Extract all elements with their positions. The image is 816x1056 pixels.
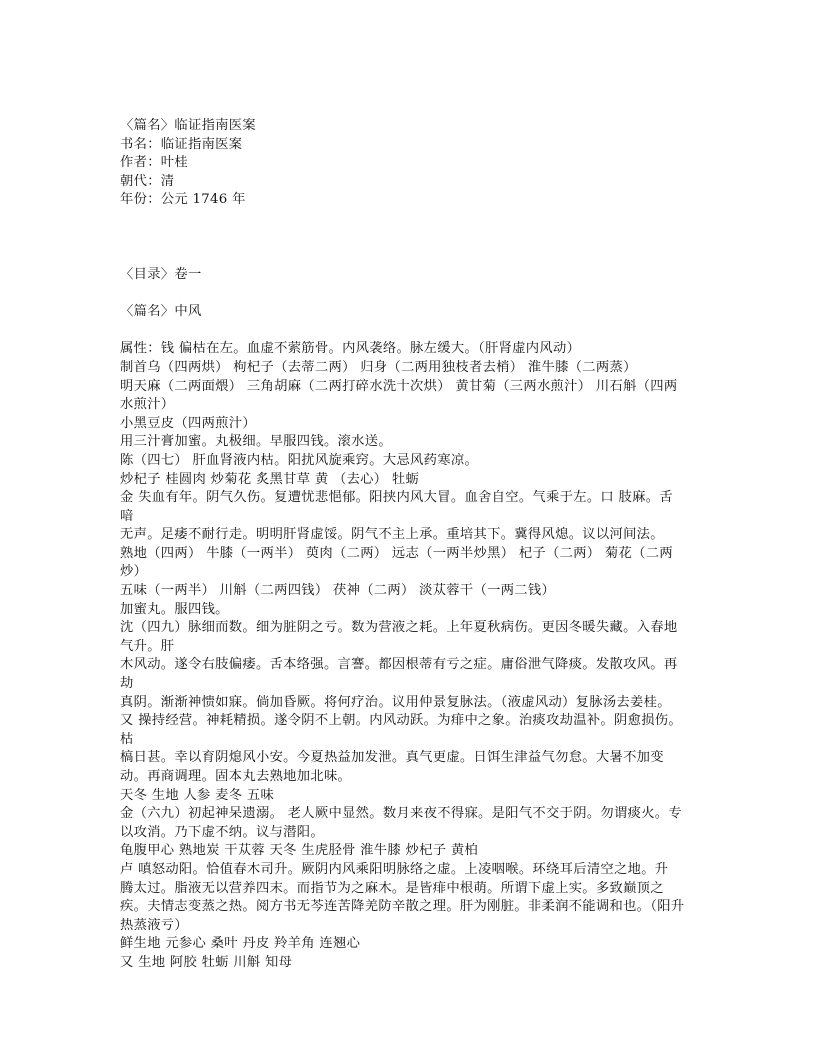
header-block (120, 117, 710, 210)
body-line: 无声。足痿不耐行走。明明肝肾虚馁。阴气不主上承。重培其下。冀得风熄。议以河间法。 (120, 527, 664, 543)
body-line: 五味（一两半） 川斛（二两四钱） 茯神（二两） 淡苁蓉干（一两二钱） (120, 583, 556, 599)
book-name: 书名：临证指南医案 (120, 136, 243, 152)
header-title: 〈篇名〉临证指南医案 (120, 118, 256, 133)
body-line: 热蒸液亏） (120, 917, 188, 933)
body-line: 炒杞子 桂圆肉 炒菊花 炙黑甘草 黄 （去心） 牡蛎 (120, 471, 420, 487)
body-line: 腾太过。脂液无以营养四末。而指节为之麻木。是皆痱中根萌。所谓下虚上实。多致巅顶之 (120, 880, 664, 896)
body-line: 喑 (120, 508, 134, 524)
body-line: 小黑豆皮（四两煎汁） (120, 415, 256, 431)
body-line: 卢 嗔怒动阳。恰值春木司升。厥阴内风乘阳明脉络之虚。上凌咽喉。环绕耳后清空之地。升 (120, 861, 669, 877)
body-line: 劫 (120, 676, 134, 692)
body-line: 龟腹甲心 熟地炭 干苁蓉 天冬 生虎胫骨 淮牛膝 炒杞子 黄柏 (120, 843, 479, 859)
document-page (120, 117, 710, 973)
author: 作者：叶桂 (120, 155, 188, 171)
body-line: 沈（四九）脉细而数。细为脏阴之亏。数为营液之耗。上年夏秋病伤。更因冬暖失藏。入春地 (120, 620, 678, 636)
spacer (120, 210, 710, 266)
spacer (120, 285, 710, 304)
body-line: 金 失血有年。阴气久伤。复遭忧悲悒郁。阳挟内风大冒。血舍自空。气乘于左。口 肢麻。舌 (120, 490, 673, 506)
body-line: 炒） (120, 564, 148, 580)
body-line: 又 操持经营。神耗精损。遂令阴不上朝。内风动跃。为痱中之象。治痰攻劫温补。阴愈损伤。 (120, 713, 682, 729)
body-line: 属性：钱 偏枯在左。血虚不萦筋骨。内风袭络。脉左缓大。（肝肾虚内风动） (120, 341, 581, 357)
dynasty: 朝代：清 (120, 173, 175, 189)
section-title: 〈篇名〉中风 (120, 304, 202, 320)
year: 年份：公元 1746 年 (120, 192, 246, 208)
body-line: 槁日甚。幸以育阴熄风小安。今夏热益加发泄。真气更虚。日饵生津益气勿怠。大暑不加变 (120, 750, 664, 766)
body-line: 加蜜丸。服四钱。 (120, 601, 229, 617)
body-line: 疾。夫情志变蒸之热。阅方书无芩连苦降羌防辛散之理。肝为刚脏。非柔润不能调和也。（阳升 (120, 899, 685, 915)
body-line: 气升。肝 (120, 638, 175, 654)
body-line: 陈（四七） 肝血肾液内枯。阳扰风旋乘窍。大忌风药寒凉。 (120, 452, 479, 468)
spacer (120, 322, 710, 341)
body-line: 水煎汁） (120, 397, 175, 413)
body-text (120, 340, 710, 972)
body-line: 熟地（四两） 牛膝（一两半） 萸肉（二两） 远志（一两半炒黑） 杞子（二两） 菊花（二两 (120, 545, 673, 561)
body-line: 枯 (120, 731, 134, 747)
body-line: 以攻消。乃下虚不纳。议与潜阳。 (120, 824, 324, 840)
body-line: 金（六九）初起神呆遗溺。 老人厥中显然。数月来夜不得寐。是阳气不交于阴。勿谓痰火。专 (120, 806, 682, 822)
body-line: 又 生地 阿胶 牡蛎 川斛 知母 (120, 954, 293, 970)
body-line: 鲜生地 元参心 桑叶 丹皮 羚羊角 连翘心 (120, 936, 361, 952)
body-line: 真阴。渐渐神愦如寐。倘加昏厥。将何疗治。议用仲景复脉法。（液虚风动）复脉汤去姜桂。 (120, 694, 671, 710)
body-line: 明天麻（二两面煨） 三角胡麻（二两打碎水洗十次烘） 黄甘菊（三两水煎汁） 川石斛（四两 (120, 378, 678, 394)
body-line: 用三汁膏加蜜。丸极细。早服四钱。滚水送。 (120, 434, 392, 450)
body-line: 制首乌（四两烘） 枸杞子（去蒂二两） 归身（二两用独枝者去梢） 淮牛膝（二两蒸） (120, 359, 637, 375)
body-line: 木风动。遂令右肢偏痿。舌本络强。言謇。都因根蒂有亏之症。庸俗泄气降痰。发散攻风。再 (120, 657, 678, 673)
body-line: 动。再商调理。固本丸去熟地加北味。 (120, 769, 352, 784)
toc-heading: 〈目录〉卷一 (120, 266, 202, 282)
body-line: 天冬 生地 人参 麦冬 五味 (120, 787, 275, 803)
